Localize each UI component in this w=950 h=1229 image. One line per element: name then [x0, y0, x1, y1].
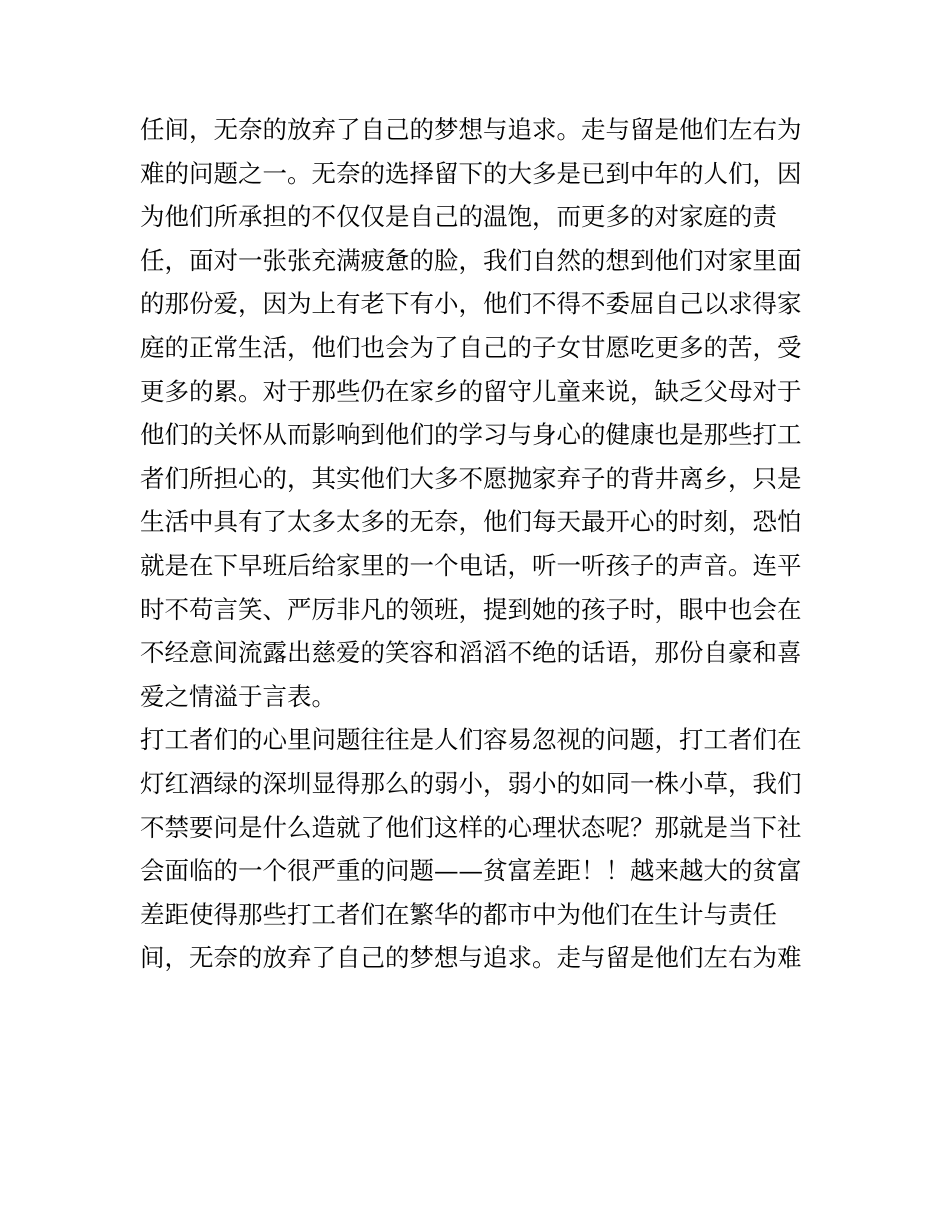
text-line: 不经意间流露出慈爱的笑容和滔滔不绝的话语，那份自豪和喜	[140, 638, 802, 668]
text-line: 差距使得那些打工者们在繁华的都市中为他们在生计与责任	[140, 899, 777, 929]
body-text	[140, 108, 820, 980]
text-line: 打工者们的心里问题往往是人们容易忽视的问题，打工者们在	[140, 725, 802, 755]
text-line: 会面临的一个很严重的问题——贫富差距！！越来越大的贫富	[140, 856, 802, 886]
text-line: 生活中具有了太多太多的无奈，他们每天最开心的时刻，恐怕	[140, 507, 802, 537]
text-line: 间，无奈的放弃了自己的梦想与追求。走与留是他们左右为难	[140, 943, 802, 973]
text-line: 任间，无奈的放弃了自己的梦想与追求。走与留是他们左右为	[140, 115, 802, 144]
text-line: 时不苟言笑、严厉非凡的领班，提到她的孩子时，眼中也会在	[140, 594, 802, 624]
text-line: 更多的累。对于那些仍在家乡的留守儿童来说，缺乏父母对于	[140, 376, 802, 406]
text-line: 任，面对一张张充满疲惫的脸，我们自然的想到他们对家里面	[140, 245, 802, 275]
text-line: 的那份爱，因为上有老下有小，他们不得不委屈自己以求得家	[140, 289, 802, 319]
text-line: 为他们所承担的不仅仅是自己的温饱，而更多的对家庭的责	[140, 202, 777, 232]
text-line: 灯红酒绿的深圳显得那么的弱小，弱小的如同一株小草，我们	[140, 768, 802, 798]
text-line: 爱之情溢于言表。	[140, 681, 336, 711]
text-line: 庭的正常生活，他们也会为了自己的子女甘愿吃更多的苦，受	[140, 332, 802, 362]
text-line: 难的问题之一。无奈的选择留下的大多是已到中年的人们，因	[140, 158, 802, 188]
text-line: 就是在下早班后给家里的一个电话，听一听孩子的声音。连平	[140, 550, 802, 580]
text-line: 他们的关怀从而影响到他们的学习与身心的健康也是那些打工	[140, 420, 802, 450]
text-line: 者们所担心的，其实他们大多不愿抛家弃子的背井离乡，只是	[140, 463, 802, 493]
text-line: 不禁要问是什么造就了他们这样的心理状态呢？那就是当下社	[140, 812, 802, 842]
